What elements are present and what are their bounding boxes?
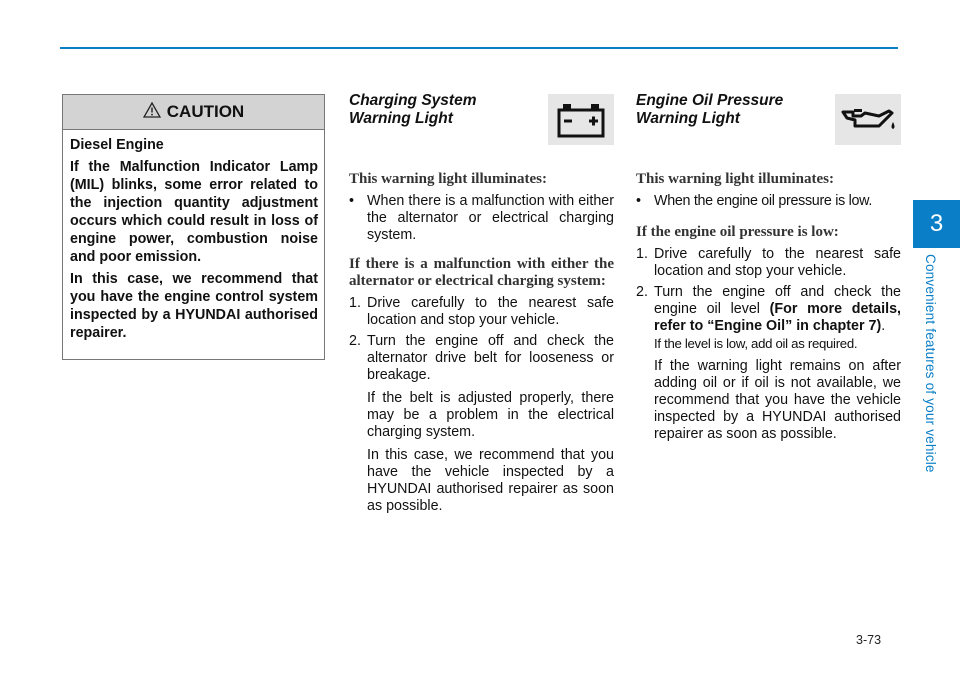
list-item-text: Drive carefully to the nearest safe location and stop your vehicle. [654,246,901,279]
battery-icon [548,94,614,145]
list-item [636,246,901,280]
list-item-text [654,284,901,335]
step-number: 2. [349,333,361,349]
sub-heading: If there is a malfunction with either the alternator or electrical charging system: [349,256,614,289]
chapter-side-title [923,254,943,494]
step-text: . [881,318,886,334]
section-title-line: Charging System [349,92,477,109]
charging-section [349,90,614,515]
list-item-text: When the engine oil pressure is low. [654,193,873,209]
section-title-line: Warning Light [349,110,453,127]
chapter-number: 3 [929,210,944,237]
step-number: 2. [636,284,648,300]
step-text: Turn the engine off and check the engine oil level [654,284,901,317]
caution-paragraph: If the Malfunction Indicator Lamp (MIL) blinks, some error related to the injection quantity adjustment occurs which could result in loss of engine power, combustion noise and poor emission. [70,159,318,265]
list-item: • When there is a malfunction with either the alternator or electrical charging system. [349,193,614,243]
page-number: 3-73 [856,633,882,647]
warning-triangle-icon [143,102,161,123]
caution-title: CAUTION [166,102,245,121]
section-title [349,92,519,128]
paragraph: If the level is low, add oil as required. [654,336,858,351]
chapter-reference: (For more details, refer to “Engine Oil” in chapter 7) [654,301,901,334]
list-item: • When the engine oil pressure is low. [636,193,901,210]
caution-header [63,95,324,130]
sub-heading: This warning light illuminates: [349,171,547,187]
caution-heading: Diesel Engine [70,137,164,153]
paragraph: If the belt is adjusted properly, there may be a problem in the electrical charging system. [367,390,614,440]
chapter-title: Convenient features of your vehicle [923,254,938,473]
sub-heading: This warning light illuminates: [636,171,834,187]
paragraph: If the warning light remains on after adding oil or if oil is not available, we recommend that you have the vehicle inspected by a HYUNDAI authorised repairer as soon as possible. [654,358,901,442]
header-rule [60,47,898,49]
list-item [349,333,614,384]
caution-box [62,94,325,360]
section-title [636,92,806,128]
paragraph: In this case, we recommend that you have the vehicle inspected by a HYUNDAI authorised repairer as soon as possible. [367,447,614,514]
list-item-text: Drive carefully to the nearest safe location and stop your vehicle. [367,295,614,328]
caution-paragraph: In this case, we recommend that you have the engine control system inspected by a HYUNDAI authorised repairer. [70,271,318,341]
section-title-line: Warning Light [636,110,740,127]
list-item-text: Turn the engine off and check the alternator drive belt for looseness or breakage. [367,333,614,383]
section-title-line: Engine Oil Pressure [636,92,784,109]
list-item [636,284,901,335]
sub-heading: If the engine oil pressure is low: [636,224,839,240]
oil-can-icon [835,94,901,145]
step-number: 1. [636,246,648,262]
chapter-tab [913,200,960,248]
list-item-text: When there is a malfunction with either the alternator or electrical charging system. [367,193,614,243]
step-number: 1. [349,295,361,311]
list-item [349,295,614,329]
caution-body [63,130,324,342]
oil-pressure-section [636,90,901,443]
